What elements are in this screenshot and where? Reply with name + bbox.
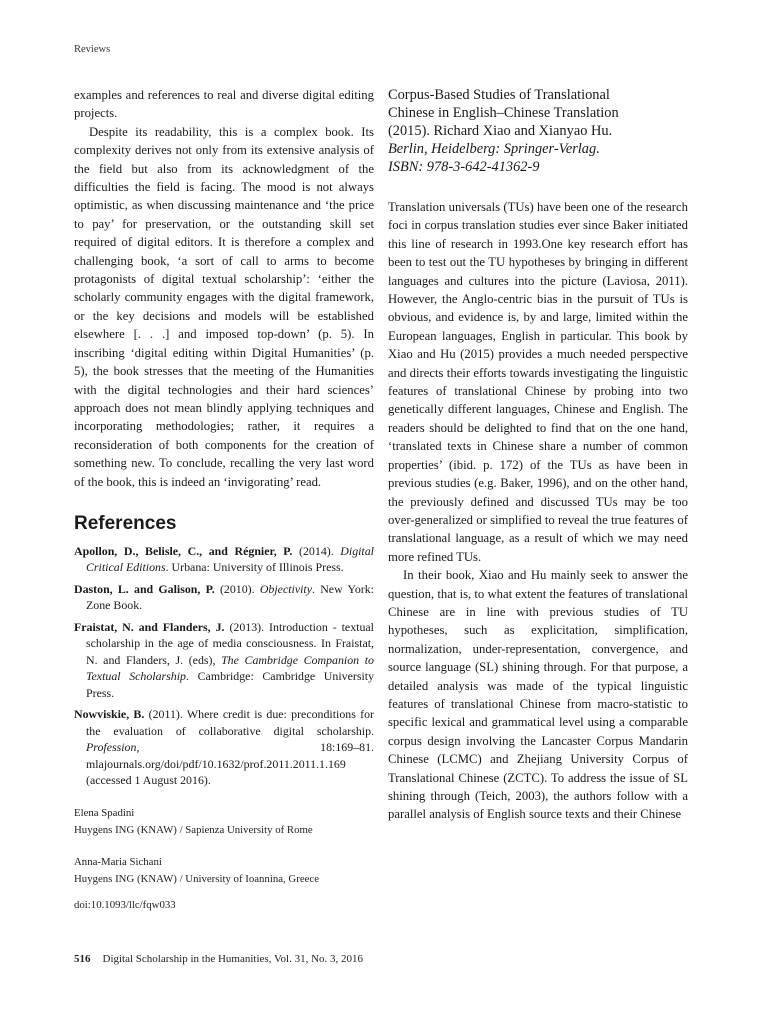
reviewer-block [74, 854, 374, 887]
book-title-block [388, 86, 688, 176]
reference-title: Digital Critical Editions [86, 543, 374, 575]
doi-link[interactable]: doi:10.1093/llc/fqw033 [74, 899, 176, 912]
reference-authors: Fraistat, N. and Flanders, J. [74, 619, 225, 634]
book-isbn: ISBN: 978-3-642-41362-9 [388, 159, 540, 175]
reference-publisher: , 18:169–81. mlajournals.org/doi/pdf/10.1632/prof.2011.2011.1.169 (accessed 1 August 2016). [86, 740, 374, 788]
book-publisher: Berlin, Heidelberg: Springer-Verlag. [388, 141, 600, 157]
left-paragraph-2: Despite its readability, this is a complex book. Its complexity derives not only from its extensive analysis of the field but also from its acknowledgment of the difficulties the field is facing. The mood is not always optimistic, as when discussing maintenance and ‘the price to pay’ for preservation, or the outstanding skill set required of digital editors. It is therefore a complex and challenging book, ‘a sort of call to arms to become protagonists of digital textual scholarship’: ‘either the scholarly community engages with the digital framework, or the key decisions and models will be established elsewhere [. . .] and imposed top-down’ (p. 5). In inscribing ‘digital editing within Digital Humanities’ (p. 5), the book stresses that the meeting of the Humanities with the digital technologies and their hard sciences’ approach does not mean blindly applying techniques and incorporating methodologies; rather, it requires a reconsideration of both components for the creation of something new. To conclude, recalling the very last word of the book, this is indeed an ‘invigorating’ read. [74, 124, 374, 489]
book-title-line: (2015). Richard Xiao and Xianyao Hu. [388, 123, 613, 139]
reference-authors: Apollon, D., Belisle, C., and Régnier, P. [74, 543, 293, 558]
reviewer-affiliation: Huygens ING (KNAW) / University of Ioannina, Greece [74, 872, 319, 885]
reference-publisher: . Urbana: University of Illinois Press. [165, 560, 344, 575]
running-head: Reviews [74, 44, 111, 55]
right-column [388, 86, 688, 824]
reference-authors: Daston, L. and Galison, P. [74, 581, 215, 596]
reference-title: The Cambridge Companion to Textual Scholarship [86, 652, 374, 684]
right-paragraph-2: In their book, Xiao and Hu mainly seek to answer the question, that is, to what extent the features of translational Chinese are in line with previous studies of TU hypotheses, such as explicitation, simplification, normalization, under-representation, convergence, and source language (SL) shining through. For that purpose, a detailed analysis was made of the typical linguistic features of translational Chinese from macro-statistic to specific lexical and grammatical level using a comparable corpus design involving the Lancaster Corpus Mandarin Chinese (LCMC) and Zhejiang University Corpus of Translational Chinese (ZCTC). To address the issue of SL shining through (Teich, 2003), the authors follow with a parallel analysis of English source texts and their Chinese [388, 568, 688, 822]
reviewer-affiliation: Huygens ING (KNAW) / Sapienza University of Rome [74, 823, 313, 836]
reference-publisher: . Cambridge: Cambridge University Press. [86, 669, 375, 700]
book-title-line: Chinese in English–Chinese Translation [388, 105, 619, 121]
book-title-line: Corpus-Based Studies of Translational [388, 87, 610, 103]
reference-authors: Nowviskie, B. [74, 707, 145, 722]
reference-item [74, 706, 374, 789]
reviewer-block [74, 805, 374, 838]
references-heading: References [74, 512, 177, 534]
reference-item [74, 543, 374, 576]
reference-details: (2013). Introduction - textual scholarship in the age of media consciousness. In Fraistat, N. and Flanders, J. (eds), [86, 619, 374, 667]
reviewer-name: Anna-Maria Sichani [74, 856, 162, 869]
left-column [74, 86, 374, 911]
references-list [74, 543, 374, 789]
reference-details: (2011). Where credit is due: preconditions for the evaluation of collaborative digital scholarship. [86, 707, 374, 738]
page-footer [74, 953, 363, 965]
reference-item [74, 581, 374, 614]
reference-title: Objectivity [259, 581, 313, 596]
reference-title: Profession [86, 740, 137, 755]
reference-publisher: . New York: Zone Book. [86, 581, 374, 613]
journal-citation: Digital Scholarship in the Humanities, Vol. 31, No. 3, 2016 [102, 953, 364, 965]
reference-item [74, 619, 374, 702]
reviewer-name: Elena Spadini [74, 806, 135, 819]
right-paragraph-1: Translation universals (TUs) have been one of the research foci in corpus translation studies ever since Baker initiated this line of research in 1993.One key research effort has been to test out the TU hypotheses by bringing in different languages and cultures into the picture (Laviosa, 2011). However, the Anglo-centric bias in the pursuit of TUs is obvious, and evidence is, by and large, limited within the European languages, English in particular. This book by Xiao and Hu (2015) provides a much needed perspective and directs their efforts towards investigating the linguistic features of translational Chinese by probing into two genetically different languages, Chinese and English. The readers should be delighted to find that on the one hand, ‘translated texts in Chinese share a number of common properties’ (ibid. p. 172) of the TUs as have been in previous studies (e.g. Baker, 1996), and on the other hand, the previously defined and discussed TUs may be too over-generalized or simplified to reveal the true features of translational language, as a result of which we may need more refined TUs. [388, 200, 688, 564]
reference-details: (2010). [214, 581, 260, 596]
left-paragraph-1: examples and references to real and diverse digital editing projects. [74, 88, 374, 121]
reference-details: (2014). [292, 543, 341, 558]
page-number: 516 [74, 953, 91, 965]
